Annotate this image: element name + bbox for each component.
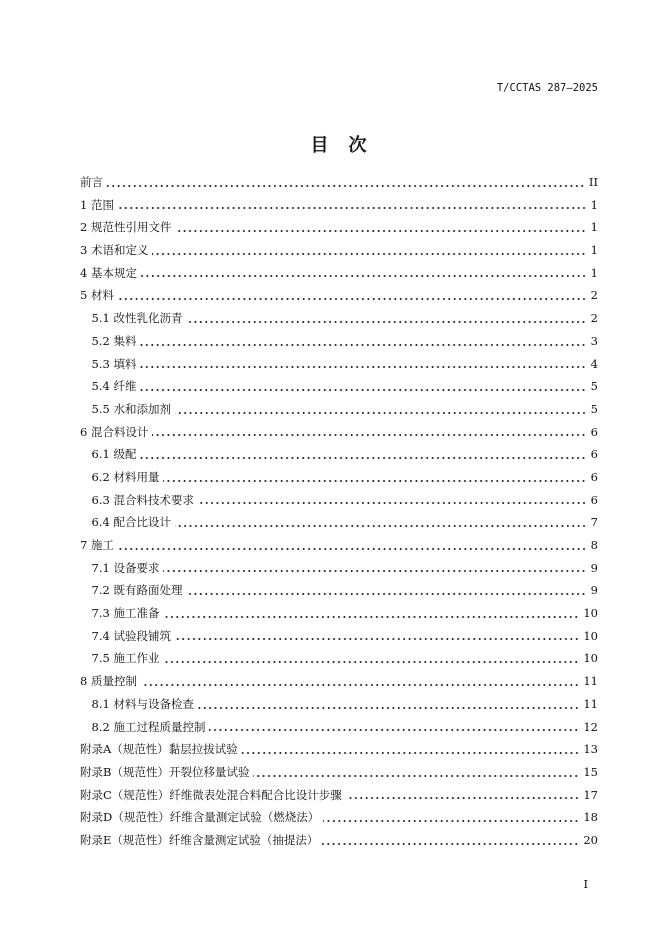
toc-leader-dots [152, 239, 586, 262]
toc-leader-dots [186, 579, 586, 602]
toc-entry-6-mixture-design [80, 421, 598, 444]
toc-entry-page-number: 20 [583, 832, 598, 847]
toc-entry-page-number: 5 [590, 401, 598, 416]
toc-entry-appendix-a-tack-coat-pull-off-test [80, 738, 598, 761]
toc-entry-5-4-fiber [80, 375, 598, 398]
toc-entry-appendix-d-fiber-content-burning-test [80, 806, 598, 829]
toc-entry-title: 5.3 填料 [91, 356, 137, 371]
toc-entry-page-number: II [588, 175, 598, 189]
toc-entry-title: 附录E（规范性）纤维含量测定试验（抽提法） [80, 832, 319, 847]
toc-entry-page-number: 1 [590, 265, 598, 280]
toc-entry-title: 附录A（规范性）黏层拉拔试验 [80, 742, 238, 757]
toc-leader-dots [209, 716, 579, 739]
toc-entry-title: 4 基本规定 [80, 265, 137, 280]
toc-leader-dots [140, 443, 586, 466]
toc-entry-page-number: 6 [590, 424, 598, 439]
toc-entry-7-1-equipment-requirements [80, 557, 598, 580]
toc-entry-title: 6.4 配合比设计 [91, 515, 171, 530]
toc-entry-title: 5.2 集料 [91, 333, 137, 348]
toc-entry-6-1-gradation [80, 443, 598, 466]
toc-entry-page-number: 6 [590, 447, 598, 462]
toc-entry-title: 2 规范性引用文件 [80, 220, 172, 235]
toc-entry-appendix-c-mix-design-procedure [80, 784, 598, 807]
toc-leader-dots [242, 738, 580, 761]
toc-entry-page-number: 2 [590, 288, 598, 303]
toc-entry-7-4-trial-section-paving [80, 625, 598, 648]
toc-entry-5-5-water-and-additives [80, 398, 598, 421]
toc-entry-5-3-filler [80, 353, 598, 376]
toc-entry-title: 8.1 材料与设备检查 [91, 696, 194, 711]
toc-leader-dots [118, 194, 587, 217]
toc-leader-dots [118, 284, 587, 307]
toc-entry-5-1-modified-emulsified-asphalt [80, 307, 598, 330]
toc-leader-dots [346, 784, 580, 807]
toc-entry-page-number: 12 [583, 719, 598, 734]
toc-entry-5-2-aggregate [80, 330, 598, 353]
standard-number: T/CCTAS 287—2025 [496, 82, 598, 94]
toc-entry-title: 1 范围 [80, 197, 114, 212]
toc-leader-dots [163, 557, 586, 580]
toc-entry-page-number: 6 [590, 492, 598, 507]
toc-entry-foreword [80, 171, 598, 194]
toc-leader-dots [118, 534, 587, 557]
toc-entry-3-terms-and-definitions [80, 239, 598, 262]
toc-leader-dots [323, 806, 579, 829]
toc-entry-page-number: 11 [583, 696, 598, 711]
toc-entry-7-2-existing-pavement-treatment [80, 579, 598, 602]
page-number: I [583, 877, 588, 891]
toc-leader-dots [107, 171, 585, 194]
toc-entry-page-number: 15 [583, 764, 598, 779]
toc-entry-title: 7.2 既有路面处理 [91, 583, 183, 598]
toc-entry-title: 7 施工 [80, 538, 114, 552]
toc-entry-title: 5.4 纤维 [91, 379, 137, 394]
toc-entry-title: 附录D（规范性）纤维含量测定试验（燃烧法） [80, 810, 320, 825]
toc-entry-page-number: 2 [590, 311, 598, 326]
toc-entry-page-number: 11 [583, 674, 598, 689]
toc-entry-title: 6 混合料设计 [80, 424, 149, 439]
toc-entry-page-number: 17 [583, 787, 598, 802]
toc-leader-dots [163, 647, 579, 670]
toc-entry-8-quality-control [80, 670, 598, 693]
toc-entry-title: 6.2 材料用量 [91, 469, 160, 484]
toc-entry-page-number: 3 [590, 333, 598, 348]
toc-entry-1-scope [80, 194, 598, 217]
toc-leader-dots [140, 353, 586, 376]
toc-leader-dots [163, 466, 586, 489]
toc-entry-6-3-mixture-technical-requirements [80, 489, 598, 512]
toc-entry-title: 5.1 改性乳化沥青 [91, 311, 183, 326]
toc-heading: 目 次 [310, 135, 368, 156]
toc-leader-dots [163, 602, 579, 625]
toc-entry-page-number: 9 [590, 583, 598, 598]
toc-entry-title: 附录B（规范性）开裂位移量试验 [80, 764, 250, 779]
toc-entry-7-5-construction-operation [80, 647, 598, 670]
toc-leader-dots [175, 216, 586, 239]
toc-entry-page-number: 8 [590, 538, 598, 552]
toc-entry-page-number: 10 [583, 606, 598, 621]
toc-entry-page-number: 13 [583, 742, 598, 757]
toc-entry-title: 8 质量控制 [80, 674, 137, 689]
toc-leader-dots [140, 330, 586, 353]
toc-leader-dots [198, 693, 579, 716]
toc-entry-title: 6.1 级配 [91, 447, 137, 462]
toc-entry-page-number: 4 [590, 356, 598, 371]
toc-entry-6-2-material-dosage [80, 466, 598, 489]
toc-entry-title: 前言 [80, 175, 103, 189]
toc-leader-dots [141, 670, 579, 693]
table-of-contents [80, 171, 598, 852]
toc-entry-title: 6.3 混合料技术要求 [91, 492, 194, 507]
toc-leader-dots [322, 829, 579, 852]
toc-entry-page-number: 10 [583, 651, 598, 666]
toc-leader-dots [175, 398, 587, 421]
toc-entry-title: 8.2 施工过程质量控制 [91, 719, 206, 734]
toc-entry-title: 7.1 设备要求 [91, 560, 160, 575]
toc-entry-page-number: 6 [590, 469, 598, 484]
toc-entry-page-number: 10 [583, 628, 598, 643]
toc-entry-appendix-e-fiber-content-extraction-test [80, 829, 598, 852]
toc-entry-page-number: 18 [583, 810, 598, 825]
toc-entry-title: 3 术语和定义 [80, 243, 149, 258]
toc-entry-page-number: 1 [590, 197, 598, 212]
toc-entry-title: 5 材料 [80, 288, 114, 303]
toc-entry-appendix-b-crack-displacement-test [80, 761, 598, 784]
toc-entry-title: 7.3 施工准备 [91, 606, 160, 621]
toc-entry-7-3-construction-preparation [80, 602, 598, 625]
toc-entry-title: 附录C（规范性）纤维微表处混合料配合比设计步骤 [80, 787, 342, 802]
toc-leader-dots [140, 375, 586, 398]
toc-entry-page-number: 7 [590, 515, 598, 530]
toc-entry-page-number: 1 [590, 220, 598, 235]
toc-entry-2-normative-references [80, 216, 598, 239]
toc-entry-8-1-material-and-equipment-inspection [80, 693, 598, 716]
toc-entry-4-basic-provisions [80, 262, 598, 285]
toc-entry-7-construction [80, 534, 598, 557]
toc-entry-page-number: 1 [590, 243, 598, 258]
toc-leader-dots [186, 307, 586, 330]
toc-leader-dots [152, 421, 586, 444]
toc-leader-dots [175, 625, 579, 648]
toc-leader-dots [198, 489, 587, 512]
toc-entry-title: 7.4 试验段铺筑 [91, 628, 171, 643]
toc-leader-dots [141, 262, 587, 285]
toc-leader-dots [253, 761, 579, 784]
toc-entry-5-materials [80, 284, 598, 307]
toc-entry-page-number: 5 [590, 379, 598, 394]
toc-entry-6-4-mix-proportion-design [80, 511, 598, 534]
toc-entry-page-number: 9 [590, 560, 598, 575]
toc-entry-title: 5.5 水和添加剂 [91, 401, 171, 416]
toc-entry-title: 7.5 施工作业 [91, 651, 160, 666]
toc-entry-8-2-construction-process-quality-control [80, 716, 598, 739]
toc-leader-dots [175, 511, 587, 534]
